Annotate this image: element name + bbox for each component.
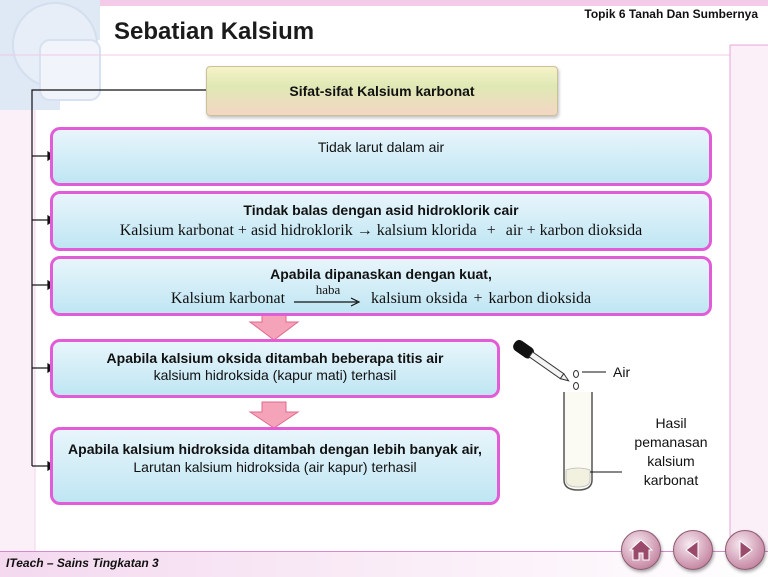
eq3-arrow-icon <box>293 296 363 308</box>
eq2-plus1: + <box>237 222 247 239</box>
box5-text: Larutan kalsium hidroksida (air kapur) terhasil <box>133 459 417 475</box>
eq2-term2: asid hidroklorik <box>250 222 353 239</box>
box2-equation <box>53 222 709 240</box>
page-title: Sebatian Kalsium <box>114 18 315 45</box>
eq3-arrow-label: haba <box>315 282 341 297</box>
box4-text: kalsium hidroksida (kapur mati) terhasil <box>153 367 397 383</box>
dropper-icon <box>511 338 572 386</box>
eq3-term3: karbon dioksida <box>488 290 592 307</box>
next-arrow-icon <box>734 539 756 561</box>
property-box-heating <box>50 256 712 316</box>
product-label <box>616 414 726 490</box>
home-button[interactable] <box>621 530 661 570</box>
eq3-term2: kalsium oksida <box>371 290 468 307</box>
eq2-term1: Kalsium karbonat <box>119 222 234 239</box>
property-box-limewater <box>50 427 500 505</box>
eq2-plus3: + <box>526 222 536 239</box>
box5-heading: Apabila kalsium hidroksida ditambah dengan lebih banyak air, <box>68 441 482 457</box>
down-arrow-1 <box>250 312 298 340</box>
eq2-arrow: → <box>356 222 373 239</box>
property-box-acid-reaction <box>50 191 712 251</box>
product-label-line4: karbonat <box>643 472 699 488</box>
scroll-label: Sifat-sifat Kalsium karbonat <box>289 83 475 99</box>
eq3-arrow-group <box>293 284 363 308</box>
eq2-term4: air <box>505 222 523 239</box>
air-label: Air <box>613 364 631 380</box>
eq2-plus2: + <box>486 222 496 239</box>
home-icon <box>629 539 653 561</box>
box3-heading: Apabila dipanaskan dengan kuat, <box>270 266 492 282</box>
footer-text: ITeach – Sains Tingkatan 3 <box>6 556 159 570</box>
eq2-term3: kalsium klorida <box>376 222 477 239</box>
box3-equation <box>53 284 709 308</box>
eq2-term5: karbon dioksida <box>539 222 643 239</box>
property-box-insoluble <box>50 127 712 186</box>
back-arrow-icon <box>682 539 704 561</box>
product-label-line1: Hasil <box>655 415 687 431</box>
property-box-slaked-lime <box>50 339 500 398</box>
box1-text: Tidak larut dalam air <box>317 139 445 155</box>
next-button[interactable] <box>725 530 765 570</box>
product-label-line2: pemanasan <box>634 434 708 450</box>
topic-label: Topik 6 Tanah Dan Sumbernya <box>584 7 758 21</box>
box2-heading: Tindak balas dengan asid hidroklorik cair <box>243 202 519 218</box>
eq3-plus1: + <box>473 290 483 307</box>
properties-scroll-banner <box>206 66 558 116</box>
product-label-line3: kalsium <box>647 453 695 469</box>
back-button[interactable] <box>673 530 713 570</box>
eq3-term1: Kalsium karbonat <box>170 290 286 307</box>
box4-heading: Apabila kalsium oksida ditambah beberapa titis air <box>106 350 444 366</box>
down-arrow-2 <box>250 402 298 428</box>
